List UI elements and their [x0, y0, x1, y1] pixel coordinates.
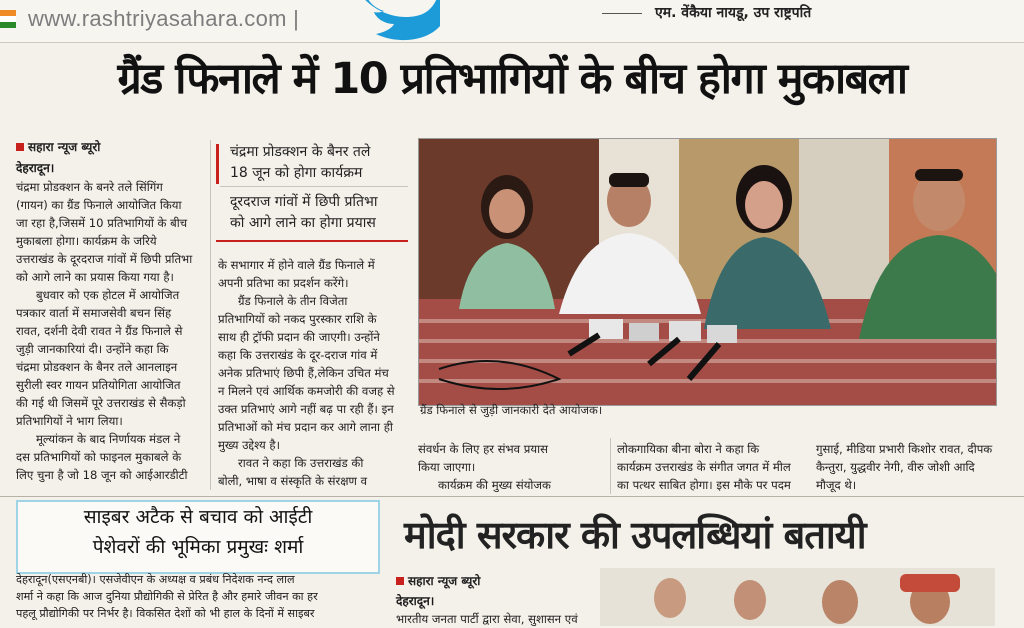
column-divider [210, 140, 211, 490]
main-article-col2: के सभागार में होने वाले ग्रैंड फिनाले में अपनी प्रतिभा का प्रदर्शन करेंगे। ग्रैंड फिनाले के तीन विजेता प्रतिभागियों को नकद पुरस्कार राशि के साथ ही ट्रॉफी प्रदान की जाएगी। उन्होंने कहा कि उत्तराखंड के दूर-दराज गांव में अनेक प्रतिभाएं छिपी हैं,लेकिन उचित मंच न मिलने एवं आर्थिक कमजोरी की वजह से उक्त प्रतिभाएं आगे नहीं बढ़ पा रही हैं। इन प्रतिभाओं को मंच प्रदान कर आगे लाना ही मुख्य उद्देश्य है। रावत ने कहा कि उत्तराखंड की बोली, भाषा व संस्कृति के संरक्षण व [218, 258, 395, 488]
cyber-headline-line1: साइबर अटैक से बचाव को आईटी [83, 506, 313, 528]
main-article-col1 [16, 138, 206, 484]
twitter-bird-icon [356, 0, 440, 42]
site-url[interactable]: www.rashtriyasahara.com | [28, 6, 300, 31]
col1-text: चंद्रमा प्रोडक्शन के बनरे तले सिंगिंग (गायन) का ग्रैंड फिनाले आयोजित किया जा रहा है,जिसमें 10 प्रतिभागियों के बीच मुकाबला होगा। कार्यक्रम के जरिये उत्तराखंड के दूरदराज गांवों में छिपी प्रतिभा को आगे लाने का प्रयास किया गया है। बुधवार को एक होटल में आयोजित पत्रकार वार्ता में समाजसेवी बचन सिंह रावत, दर्शनी देवी रावत ने ग्रैंड फिनाले से जुड़ी जानकारियां दी। उन्होंने कहा कि चंद्रमा प्रोडक्शन के बैनर तले आनलाइन सुरीली स्वर गायन प्रतियोगिता आयोजित की गई थी जिसमें पूरे उत्तराखंड से सैकड़ो प्रतिभागियों ने भाग लिया। मूल्यांकन के बाद निर्णायक मंडल ने दस प्रतिभागियों को फाइनल मुकाबले के लिए चुना है जो 18 जून को आईआरडीटी [16, 180, 193, 482]
pullquote-2: दूरदराज गांवों में छिपी प्रतिभा को आगे लाने का होगा प्रयास [230, 194, 378, 231]
section-rule [0, 496, 1024, 497]
quote-author: एम. वेंकैया नायडू, उप राष्ट्रपति [655, 5, 812, 21]
masthead-strip [0, 0, 1024, 43]
quote-dash [602, 13, 642, 14]
press-conference-photo [418, 138, 997, 406]
main-article-col5: गुसाई, मीडिया प्रभारी किशोर रावत, दीपक कैन्तुरा, युद्धवीर नेगी, वीरु जोशी आदि मौजूद थे। [816, 442, 993, 492]
modi-photo-illustration [600, 568, 995, 626]
dateline: देहरादून। [16, 161, 55, 175]
column-divider [610, 438, 611, 494]
main-article-col3: संवर्धन के लिए हर संभव प्रयास किया जाएगा। कार्यक्रम की मुख्य संयोजक [418, 442, 551, 492]
byline-marker [16, 143, 24, 151]
cyber-headline-box [16, 500, 380, 574]
pullquote-rule [216, 240, 408, 242]
cyber-headline-line2: पेशेवरों की भूमिका प्रमुखः शर्मा [92, 536, 304, 558]
modi-headline: मोदी सरकार की उपलब्धियां बतायी [404, 513, 866, 557]
main-article-col4: लोकगायिका बीना बोरा ने कहा कि कार्यक्रम उत्तराखंड के संगीत जगत में मील का पत्थर साबित होगा। इस मौके पर पदम [617, 442, 791, 492]
modi-byline: सहारा न्यूज ब्यूरो [396, 572, 480, 589]
main-headline: ग्रैंड फिनाले में 10 प्रतिभागियों के बीच होगा मुकाबला [117, 54, 907, 104]
byline: सहारा न्यूज ब्यूरो [16, 138, 206, 155]
pullquote-bar [216, 144, 219, 184]
pullquote-divider [220, 186, 408, 187]
modi-dateline: देहरादून। [396, 594, 435, 608]
modi-article-body: भारतीय जनता पार्टी द्वारा सेवा, सुशासन एवं [396, 612, 578, 626]
modi-article-photo [600, 568, 995, 626]
byline-marker [396, 577, 404, 585]
photo-illustration [419, 139, 996, 405]
cyber-article-body: देहरादून(एसएनबी)। एसजेवीएन के अध्यक्ष व प्रबंध निदेशक नन्द लाल शर्मा ने कहा कि आज दुनिया प्रौद्योगिकी से प्रेरित है और हमारे जीवन का हर पहलू प्रौद्योगिकी पर निर्भर है। विकसित देशों को भी हाल के दिनों में साइबर [16, 573, 318, 620]
pullquote-1: चंद्रमा प्रोडक्शन के बैनर तले 18 जून को होगा कार्यक्रम [230, 144, 371, 181]
photo-caption: ग्रैंड फिनाले से जुड़ी जानकारी देते आयोजक। [420, 403, 603, 417]
flag-icon [0, 10, 16, 28]
